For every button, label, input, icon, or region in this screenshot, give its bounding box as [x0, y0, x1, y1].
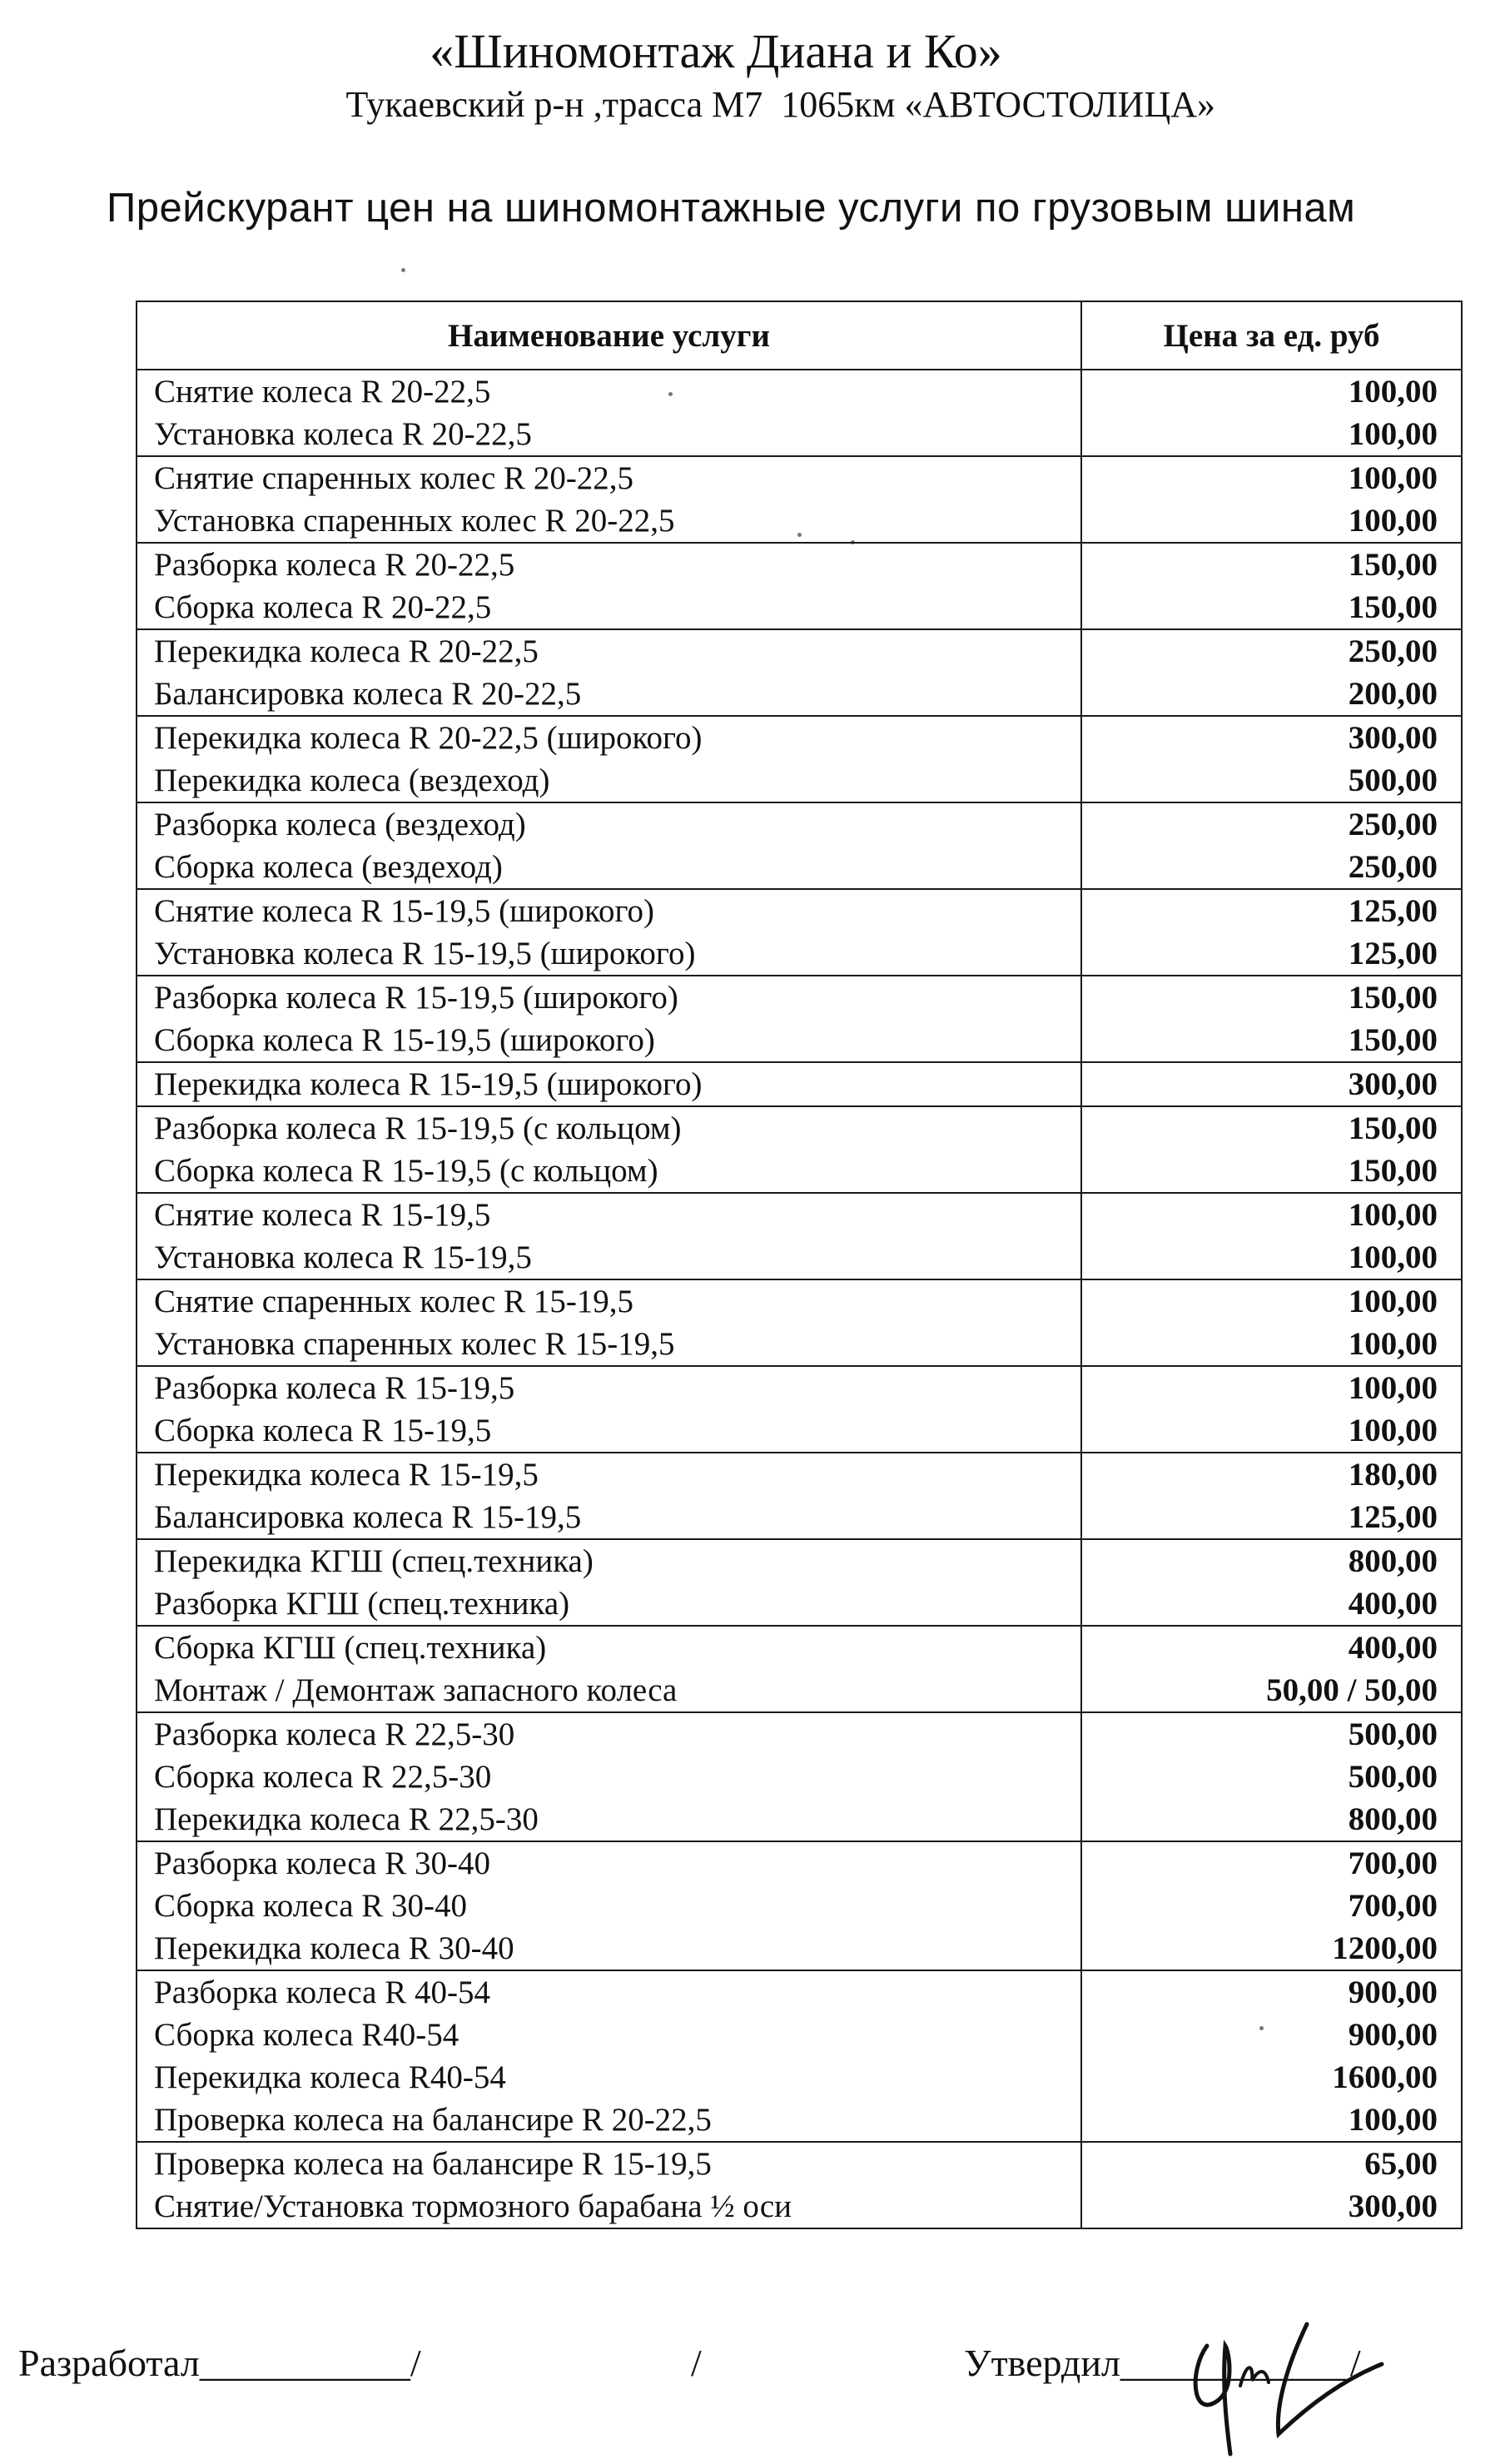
service-name: Сборка колеса R 15-19,5 (широкого): [154, 1022, 655, 1058]
service-name: Сборка колеса R 20-22,5: [154, 589, 492, 625]
service-price: 150,00: [1348, 547, 1438, 583]
service-name: Установка колеса R 15-19,5 (широкого): [154, 936, 696, 971]
service-name: Проверка колеса на балансире R 20-22,5: [154, 2102, 712, 2138]
service-price: 250,00: [1348, 633, 1438, 669]
service-price: 250,00: [1348, 807, 1438, 842]
service-price: 700,00: [1348, 1846, 1438, 1881]
service-price: 125,00: [1348, 893, 1438, 929]
service-name: Разборка КГШ (спец.техника): [154, 1586, 570, 1622]
table-row: [137, 1841, 1462, 1970]
service-price: 800,00: [1348, 1801, 1438, 1837]
service-name: Снятие колеса R 15-19,5 (широкого): [154, 893, 654, 929]
price-cell: [1081, 1279, 1462, 1366]
table-row: [137, 1539, 1462, 1626]
service-name: Установка спаренных колес R 20-22,5: [154, 503, 675, 539]
price-table-body: [137, 370, 1462, 2228]
service-price: 100,00: [1348, 374, 1438, 410]
table-row: [137, 2142, 1462, 2228]
service-price: 800,00: [1348, 1543, 1438, 1579]
service-name: Разборка колеса (вездеход): [154, 807, 526, 842]
service-price: 100,00: [1348, 1370, 1438, 1406]
service-name: Снятие колеса R 20-22,5: [154, 374, 491, 410]
service-price: 250,00: [1348, 849, 1438, 885]
service-price: 100,00: [1348, 1284, 1438, 1319]
service-column-header: Наименование услуги: [137, 301, 1081, 370]
service-name: Разборка колеса R 15-19,5 (широкого): [154, 980, 678, 1016]
table-row: [137, 1106, 1462, 1193]
price-cell: [1081, 629, 1462, 716]
approved-by-signature-line: ____________/: [1120, 2342, 1361, 2384]
table-row: [137, 1279, 1462, 1366]
price-cell: [1081, 1453, 1462, 1539]
service-name: Сборка колеса R 15-19,5: [154, 1413, 492, 1448]
service-name: Сборка колеса R 22,5-30: [154, 1759, 492, 1795]
service-name: Разборка колеса R 30-40: [154, 1846, 490, 1881]
service-cell: [137, 1712, 1081, 1841]
table-row: [137, 976, 1462, 1062]
service-name: Снятие спаренных колес R 15-19,5: [154, 1284, 634, 1319]
service-name: Снятие/Установка тормозного барабана ½ оси: [154, 2188, 792, 2224]
developed-by-signature-line: ___________/: [199, 2342, 421, 2384]
document-title: Прейскурант цен на шиномонтажные услуги по грузовым шинам: [107, 186, 1356, 231]
service-cell: [137, 1062, 1081, 1106]
service-price: 125,00: [1348, 1499, 1438, 1535]
service-price: 300,00: [1348, 720, 1438, 756]
service-price: 900,00: [1348, 1975, 1438, 2010]
service-name: Разборка колеса R 40-54: [154, 1975, 490, 2010]
service-cell: [137, 543, 1081, 629]
table-header-row: [137, 301, 1462, 370]
service-cell: [137, 1193, 1081, 1279]
service-name: Снятие спаренных колес R 20-22,5: [154, 460, 634, 496]
service-price: 100,00: [1348, 1326, 1438, 1362]
service-name: Разборка колеса R 22,5-30: [154, 1716, 515, 1752]
service-cell: [137, 1279, 1081, 1366]
service-price: 1200,00: [1332, 1930, 1438, 1966]
service-cell: [137, 456, 1081, 543]
service-name: Перекидка колеса R40-54: [154, 2059, 506, 2095]
service-name: Перекидка колеса R 20-22,5 (широкого): [154, 720, 703, 756]
service-cell: [137, 802, 1081, 889]
service-price: 300,00: [1348, 1066, 1438, 1102]
service-name: Сборка колеса (вездеход): [154, 849, 503, 885]
service-cell: [137, 889, 1081, 976]
table-row: [137, 1453, 1462, 1539]
service-cell: [137, 1366, 1081, 1453]
service-name: Перекидка КГШ (спец.техника): [154, 1543, 594, 1579]
service-price: 1600,00: [1332, 2059, 1438, 2095]
service-price: 150,00: [1348, 1153, 1438, 1189]
service-name: Установка колеса R 15-19,5: [154, 1239, 532, 1275]
service-price: 100,00: [1348, 2102, 1438, 2138]
price-cell: [1081, 802, 1462, 889]
service-price: 65,00: [1364, 2146, 1438, 2182]
table-row: [137, 629, 1462, 716]
service-name: Снятие колеса R 15-19,5: [154, 1197, 491, 1233]
price-cell: [1081, 543, 1462, 629]
price-cell: [1081, 1626, 1462, 1712]
service-price: 500,00: [1348, 763, 1438, 798]
price-cell: [1081, 1712, 1462, 1841]
service-price: 300,00: [1348, 2188, 1438, 2224]
table-row: [137, 1062, 1462, 1106]
handwritten-signature: [1182, 2312, 1432, 2462]
company-address: Тукаевский р-н ,трасса М7 1065км «АВТОСТОЛИЦА»: [345, 84, 1215, 125]
service-cell: [137, 716, 1081, 802]
service-price: 700,00: [1348, 1888, 1438, 1924]
service-cell: [137, 370, 1081, 456]
service-price: 150,00: [1348, 1110, 1438, 1146]
service-cell: [137, 629, 1081, 716]
service-name: Перекидка колеса R 22,5-30: [154, 1801, 539, 1837]
table-row: [137, 543, 1462, 629]
service-name: Разборка колеса R 15-19,5 (с кольцом): [154, 1110, 682, 1146]
service-name: Балансировка колеса R 20-22,5: [154, 676, 582, 712]
service-cell: [137, 1453, 1081, 1539]
price-cell: [1081, 2142, 1462, 2228]
service-price: 100,00: [1348, 1197, 1438, 1233]
scan-speck: [401, 268, 405, 272]
service-cell: [137, 1970, 1081, 2142]
service-cell: [137, 1539, 1081, 1626]
service-price: 100,00: [1348, 503, 1438, 539]
service-price: 900,00: [1348, 2017, 1438, 2053]
service-cell: [137, 976, 1081, 1062]
price-cell: [1081, 889, 1462, 976]
price-cell: [1081, 456, 1462, 543]
service-name: Сборка колеса R 15-19,5 (с кольцом): [154, 1153, 658, 1189]
service-price: 125,00: [1348, 936, 1438, 971]
table-row: [137, 456, 1462, 543]
service-price: 400,00: [1348, 1586, 1438, 1622]
service-price: 100,00: [1348, 1413, 1438, 1448]
table-row: [137, 716, 1462, 802]
table-row: [137, 1712, 1462, 1841]
service-name: Перекидка колеса R 15-19,5: [154, 1457, 539, 1493]
price-cell: [1081, 1366, 1462, 1453]
price-cell: [1081, 1193, 1462, 1279]
service-name: Сборка колеса R40-54: [154, 2017, 459, 2053]
developed-by-label: Разработал: [18, 2342, 200, 2384]
service-name: Разборка колеса R 20-22,5: [154, 547, 515, 583]
service-name: Перекидка колеса R 15-19,5 (широкого): [154, 1066, 703, 1102]
price-cell: [1081, 370, 1462, 456]
table-row: [137, 1366, 1462, 1453]
service-price: 100,00: [1348, 460, 1438, 496]
service-name: Установка спаренных колес R 15-19,5: [154, 1326, 675, 1362]
table-row: [137, 370, 1462, 456]
service-name: Перекидка колеса (вездеход): [154, 763, 550, 798]
service-name: Монтаж / Демонтаж запасного колеса: [154, 1672, 678, 1708]
price-cell: [1081, 1841, 1462, 1970]
price-cell: [1081, 716, 1462, 802]
table-row: [137, 1970, 1462, 2142]
price-cell: [1081, 1062, 1462, 1106]
service-price: 500,00: [1348, 1716, 1438, 1752]
table-row: [137, 889, 1462, 976]
service-name: Перекидка колеса R 30-40: [154, 1930, 514, 1966]
table-row: [137, 1193, 1462, 1279]
service-price: 150,00: [1348, 1022, 1438, 1058]
service-name: Установка колеса R 20-22,5: [154, 416, 532, 452]
price-column-header: Цена за ед. руб: [1081, 301, 1462, 370]
price-cell: [1081, 1539, 1462, 1626]
table-row: [137, 802, 1462, 889]
service-price: 180,00: [1348, 1457, 1438, 1493]
service-name: Проверка колеса на балансире R 15-19,5: [154, 2146, 712, 2182]
service-name: Сборка КГШ (спец.техника): [154, 1630, 547, 1666]
developed-by-slash: /: [691, 2342, 702, 2384]
service-price: 100,00: [1348, 1239, 1438, 1275]
table-row: [137, 1626, 1462, 1712]
price-cell: [1081, 1970, 1462, 2142]
service-name: Сборка колеса R 30-40: [154, 1888, 468, 1924]
service-cell: [137, 2142, 1081, 2228]
service-price: 50,00 / 50,00: [1266, 1672, 1438, 1708]
service-name: Перекидка колеса R 20-22,5: [154, 633, 539, 669]
service-price: 150,00: [1348, 980, 1438, 1016]
price-table: [136, 301, 1463, 2229]
approved-by-label: Утвердил: [964, 2342, 1120, 2384]
price-cell: [1081, 1106, 1462, 1193]
service-name: Разборка колеса R 15-19,5: [154, 1370, 515, 1406]
developed-by: [18, 2341, 421, 2385]
service-price: 400,00: [1348, 1630, 1438, 1666]
price-cell: [1081, 976, 1462, 1062]
service-cell: [137, 1106, 1081, 1193]
service-cell: [137, 1626, 1081, 1712]
service-price: 500,00: [1348, 1759, 1438, 1795]
service-price: 200,00: [1348, 676, 1438, 712]
service-name: Балансировка колеса R 15-19,5: [154, 1499, 582, 1535]
service-price: 100,00: [1348, 416, 1438, 452]
service-price: 150,00: [1348, 589, 1438, 625]
company-name: «Шиномонтаж Диана и Ко»: [430, 24, 1002, 78]
service-cell: [137, 1841, 1081, 1970]
